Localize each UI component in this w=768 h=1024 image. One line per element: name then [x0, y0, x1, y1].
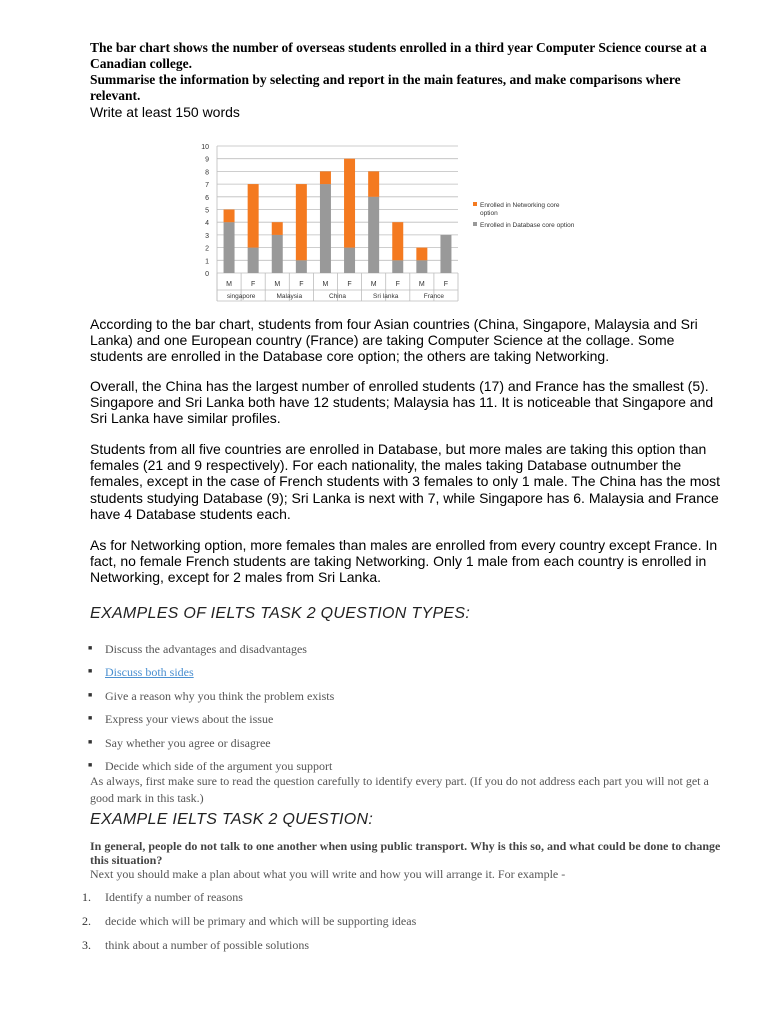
x-group-label: Malaysia — [276, 293, 303, 300]
y-tick-label: 4 — [205, 220, 209, 228]
bullet-icon: ■ — [88, 644, 93, 652]
x-tick-label: M — [226, 281, 232, 288]
task-line-1: The bar chart shows the number of overseas students enrolled in a third year Computer Science course at a Canadian college. — [90, 40, 707, 71]
discuss-both-sides-link[interactable]: Discuss both sides — [105, 665, 194, 680]
x-group-label: China — [329, 293, 346, 300]
bar-networking — [392, 222, 403, 260]
paragraph-database: Students from all five countries are enrolled in Database, but more males are taking this option than females (21 and 9 respectively). For each nationality, the males taking Database outnumber the females, except in the case of French students with 3 females to only 1 male. The China has the most students studying Database (9); Sri Lanka is next with 7, while Singapore has 6. Malaysia and France have 4 Database students each. — [90, 441, 721, 522]
x-tick-label: F — [299, 281, 304, 288]
bar-database — [272, 235, 283, 273]
list-item: 2. decide which will be primary and which will be supporting ideas — [82, 914, 417, 928]
x-group-label: France — [423, 293, 445, 300]
task-word-count: Write at least 150 words — [90, 104, 240, 120]
task-prompt — [90, 40, 730, 120]
list-item: ■ Express your views about the issue — [88, 712, 274, 727]
bar-database — [248, 248, 259, 273]
legend-swatch — [473, 222, 477, 226]
list-item: ■ Discuss the advantages and disadvantages — [88, 642, 307, 656]
list-item: ■ Decide which side of the argument you support — [88, 758, 333, 773]
paragraph-overview: Overall, the China has the largest number of enrolled students (17) and France has the smallest (5). Singapore and Sri Lanka both have 12 students; Malaysia has 11. It is noticeable that Singapore and Sri Lanka have similar profiles. — [90, 378, 714, 427]
x-tick-label: F — [251, 281, 256, 288]
legend-label: Enrolled in Database core option — [480, 222, 575, 229]
list-item: 1. Identify a number of reasons — [82, 890, 243, 904]
bar-networking — [344, 159, 355, 248]
bar-database — [416, 260, 427, 273]
question-types-list — [88, 642, 728, 771]
bar-database — [440, 235, 451, 273]
legend-label: Enrolled in Networking core option — [480, 202, 560, 217]
paragraph-intro: According to the bar chart, students from four Asian countries (China, Singapore, Malaysia and Sri Lanka) and one European country (France) are taking Computer Science at the collage. Some students are enrolled in the Database core option; the others are taking Networking. — [90, 316, 698, 365]
bar-database — [392, 260, 403, 273]
plan-steps-list — [82, 890, 416, 962]
bar-database — [224, 222, 235, 273]
bar-networking — [272, 222, 283, 235]
bar-networking — [416, 248, 427, 261]
y-tick-label: 0 — [205, 271, 209, 278]
x-group-label: Sri lanka — [373, 293, 399, 300]
y-tick-label: 6 — [205, 194, 209, 202]
bar-database — [320, 184, 331, 273]
x-tick-label: M — [322, 281, 329, 288]
list-item: ■ Say whether you agree or disagree — [88, 735, 271, 750]
section-heading-question-types: EXAMPLES OF IELTS TASK 2 QUESTION TYPES: — [90, 605, 471, 622]
bullet-icon: ■ — [88, 667, 93, 676]
paragraph-networking: As for Networking option, more females than males are enrolled from every country except France. In fact, no female French students are taking Networking. Only 1 male from each country is enrolled in Networking, except for 2 males from Sri Lanka. — [90, 537, 718, 586]
bar-chart-svg — [195, 138, 625, 308]
section-heading-example-question: EXAMPLE IELTS TASK 2 QUESTION: — [90, 811, 374, 828]
bullet-icon: ■ — [88, 737, 93, 746]
list-item-link[interactable] — [88, 665, 728, 688]
bar-networking — [368, 171, 379, 196]
bar-chart — [195, 138, 625, 308]
y-tick-label: 5 — [205, 207, 209, 215]
x-group-label: singapore — [226, 293, 256, 300]
bullet-icon: ■ — [88, 714, 93, 723]
bar-networking — [248, 184, 259, 248]
bar-networking — [320, 171, 331, 184]
x-tick-label: M — [418, 281, 425, 288]
bar-networking — [224, 210, 235, 223]
bar-database — [368, 197, 379, 273]
x-tick-label: M — [370, 281, 377, 288]
y-tick-label: 10 — [201, 144, 209, 151]
example-question-text: In general, people do not talk to one another when using public transport. Why is this so, and what could be done to change this situation? — [90, 839, 721, 867]
bar-database — [344, 248, 355, 273]
bullet-icon: ■ — [88, 760, 93, 769]
y-tick-label: 3 — [205, 232, 209, 240]
x-tick-label: F — [443, 281, 449, 288]
y-tick-label: 1 — [205, 258, 209, 266]
legend-swatch — [473, 202, 477, 206]
task-line-2: Summarise the information by selecting and report in the main features, and make comparisons where relevant. — [90, 72, 681, 103]
y-tick-label: 9 — [205, 156, 209, 164]
bar-database — [296, 260, 307, 273]
list-item: 3. think about a number of possible solutions — [82, 938, 309, 952]
bullet-icon: ■ — [88, 690, 93, 699]
x-tick-label: F — [395, 281, 400, 288]
plan-intro: Next you should make a plan about what you will write and how you will arrange it. For example - — [90, 867, 566, 881]
bar-networking — [296, 184, 307, 260]
y-tick-label: 7 — [205, 182, 209, 190]
list-item: ■ Give a reason why you think the problem exists — [88, 688, 335, 703]
x-tick-label: M — [274, 281, 281, 288]
y-tick-label: 2 — [205, 245, 209, 253]
x-tick-label: F — [347, 281, 352, 288]
instruction-note: As always, first make sure to read the question carefully to identify every part. (If you do not address each part you will not get a good mark in this task.) — [90, 774, 709, 805]
y-tick-label: 8 — [205, 169, 209, 177]
